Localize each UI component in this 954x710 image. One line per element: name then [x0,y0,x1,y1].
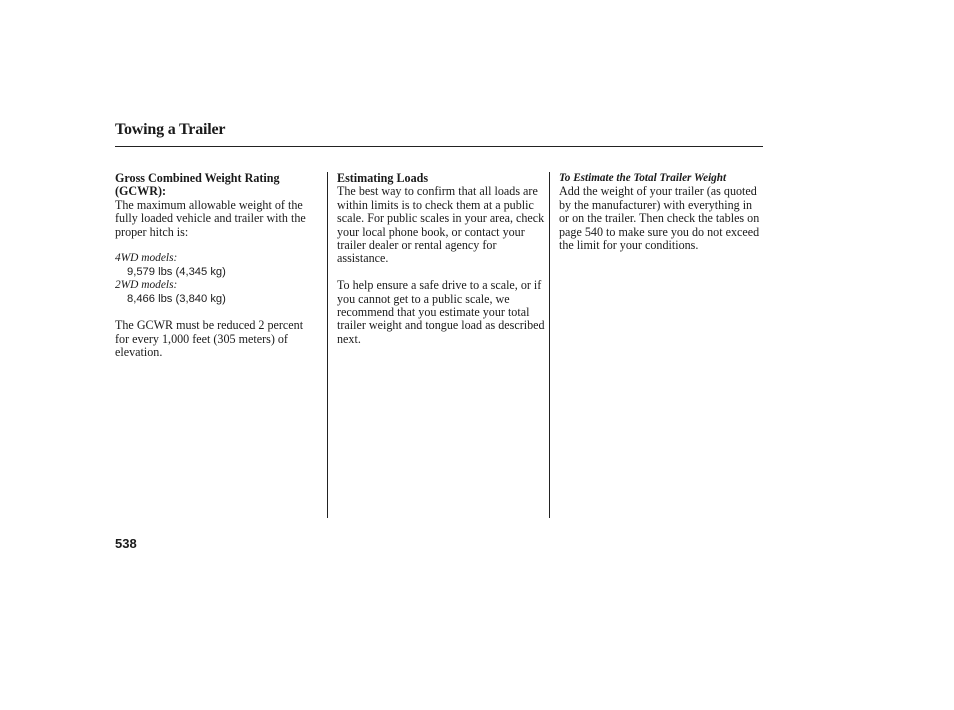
total-trailer-weight-paragraph: Add the weight of your trailer (as quoted by the manufacturer) with everything in or on the trailer. Then check the tables on page 540 to make sure you do not exceed the limit for your conditions. [559,184,760,253]
estimating-loads-paragraph-1: The best way to confirm that all loads are within limits is to check them at a public scale. For public scales in your area, check your local phone book, or contact your trailer dealer or rental agency for assistance. [337,184,545,266]
page-title: Towing a Trailer [115,121,226,138]
column-total-trailer-weight [559,172,763,252]
title-rule [115,146,763,147]
column-estimating-loads [337,172,545,346]
gcwr-elevation-note: The GCWR must be reduced 2 percent for every 1,000 feet (305 meters) of elevation. [115,318,304,360]
model-label-4wd: 4WD models: [115,252,178,265]
column-gcwr [115,172,320,360]
estimating-loads-paragraph-2: To help ensure a safe drive to a scale, or if you cannot get to a public scale, we recommend that you estimate your total trailer weight and tongue load as described next. [337,278,545,346]
column-divider-2 [549,172,550,518]
spacer [115,306,320,319]
spacer [337,266,545,279]
model-value-4wd: 9,579 lbs (4,345 kg) [127,265,226,278]
gcwr-heading: Gross Combined Weight Rating (GCWR): [115,171,280,199]
column-divider-1 [327,172,328,518]
page-number: 538 [115,536,137,551]
spacer [115,239,320,252]
total-trailer-weight-heading: To Estimate the Total Trailer Weight [559,172,727,184]
estimating-loads-heading: Estimating Loads [337,171,429,185]
model-value-2wd: 8,466 lbs (3,840 kg) [127,292,226,305]
gcwr-intro: The maximum allowable weight of the fully loaded vehicle and trailer with the proper hitch is: [115,197,306,239]
model-label-2wd: 2WD models: [115,279,178,292]
